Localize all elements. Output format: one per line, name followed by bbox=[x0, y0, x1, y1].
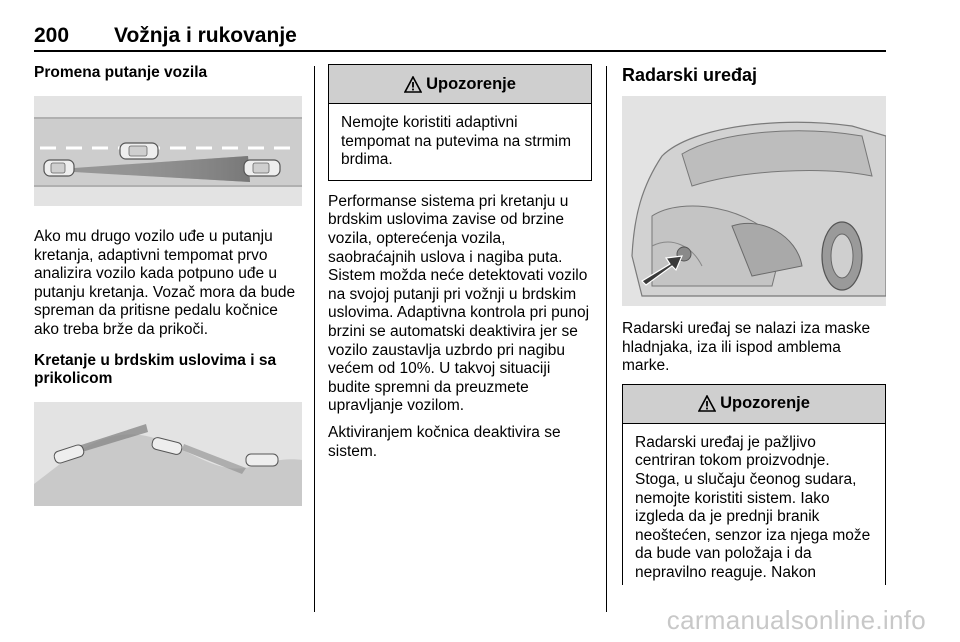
warning-icon bbox=[698, 395, 716, 412]
warning-title: Upozorenje bbox=[426, 74, 516, 93]
section-heading-hills: Kretanje u brdskim uslovima i sa prikolicom bbox=[34, 351, 277, 387]
column-divider bbox=[606, 66, 607, 612]
hill-performance-text: Performanse sistema pri kretanju u brdskim uslovima zavise od brzine vozila, opterećenja vozila, saobraćajnih uslova i nagiba puta. Sistem možda neće detektovati vozilo na svojoj putanji pri vožnji u brdskim uslovima. Adaptivna kontrola pri punoj brzini se automatski deaktivira jer se vozilo zaustavlja uzbrdo pri nagibu većem od 10%. U takvoj situaciji budite spremni da preuzmete upravljanje vozilom. bbox=[328, 192, 590, 415]
car-ahead-icon bbox=[246, 454, 278, 466]
watermark: carmanualsonline.info bbox=[666, 605, 926, 635]
warning-text: Nemojte koristiti adaptivni tempomat na putevima na strmim brdima. bbox=[341, 114, 572, 169]
column-middle bbox=[328, 64, 592, 469]
warning-box-radar bbox=[622, 384, 886, 585]
radar-location-text: Radarski uređaj se nalazi iza maske hladnjaka, iza ili ispod amblema marke. bbox=[622, 320, 871, 375]
warning-title: Upozorenje bbox=[720, 394, 810, 413]
hill-graphic bbox=[34, 402, 302, 506]
lead-car-icon bbox=[244, 160, 280, 176]
page-number: 200 bbox=[34, 24, 70, 47]
warning-text: Radarski uređaj je pažljivo centriran tokom proizvodnje. Stoga, u slučaju čeonog sudara, nemojte koristiti sistem. Iako izgleda da je prednji branik neoštećen, senzor iza njega može da bude van položaja i da nepravilno reaguje. Nakon bbox=[635, 433, 871, 581]
warning-header bbox=[329, 65, 591, 104]
lane-change-graphic bbox=[34, 96, 302, 206]
warning-box-hills bbox=[328, 64, 592, 181]
column-right bbox=[622, 64, 886, 585]
radar-location-illustration bbox=[622, 96, 886, 306]
column-left bbox=[34, 64, 302, 506]
car-front-graphic bbox=[622, 96, 886, 306]
warning-icon bbox=[404, 76, 422, 93]
own-car-icon bbox=[44, 160, 74, 176]
section-heading-lane-change: Promena putanje vozila bbox=[34, 64, 208, 81]
column-divider bbox=[314, 66, 315, 612]
lane-change-text: Ako mu drugo vozilo uđe u putanju kretanja, adaptivni tempomat prvo analizira vozilo kada potpuno uđe u putanju kretanja. Vozač mora da bude spreman da pritisne pedalu kočnice ako treba brže da prikoči. bbox=[34, 228, 296, 338]
brake-deactivation-text: Aktiviranjem kočnica deaktivira se sistem. bbox=[328, 423, 561, 460]
merging-car-icon bbox=[120, 143, 158, 159]
chapter-title: Vožnja i rukovanje bbox=[114, 24, 297, 47]
page-header bbox=[34, 24, 886, 52]
lane-change-illustration bbox=[34, 96, 302, 206]
section-heading-radar: Radarski uređaj bbox=[622, 65, 758, 85]
warning-header bbox=[623, 385, 885, 424]
hill-driving-illustration bbox=[34, 402, 302, 506]
